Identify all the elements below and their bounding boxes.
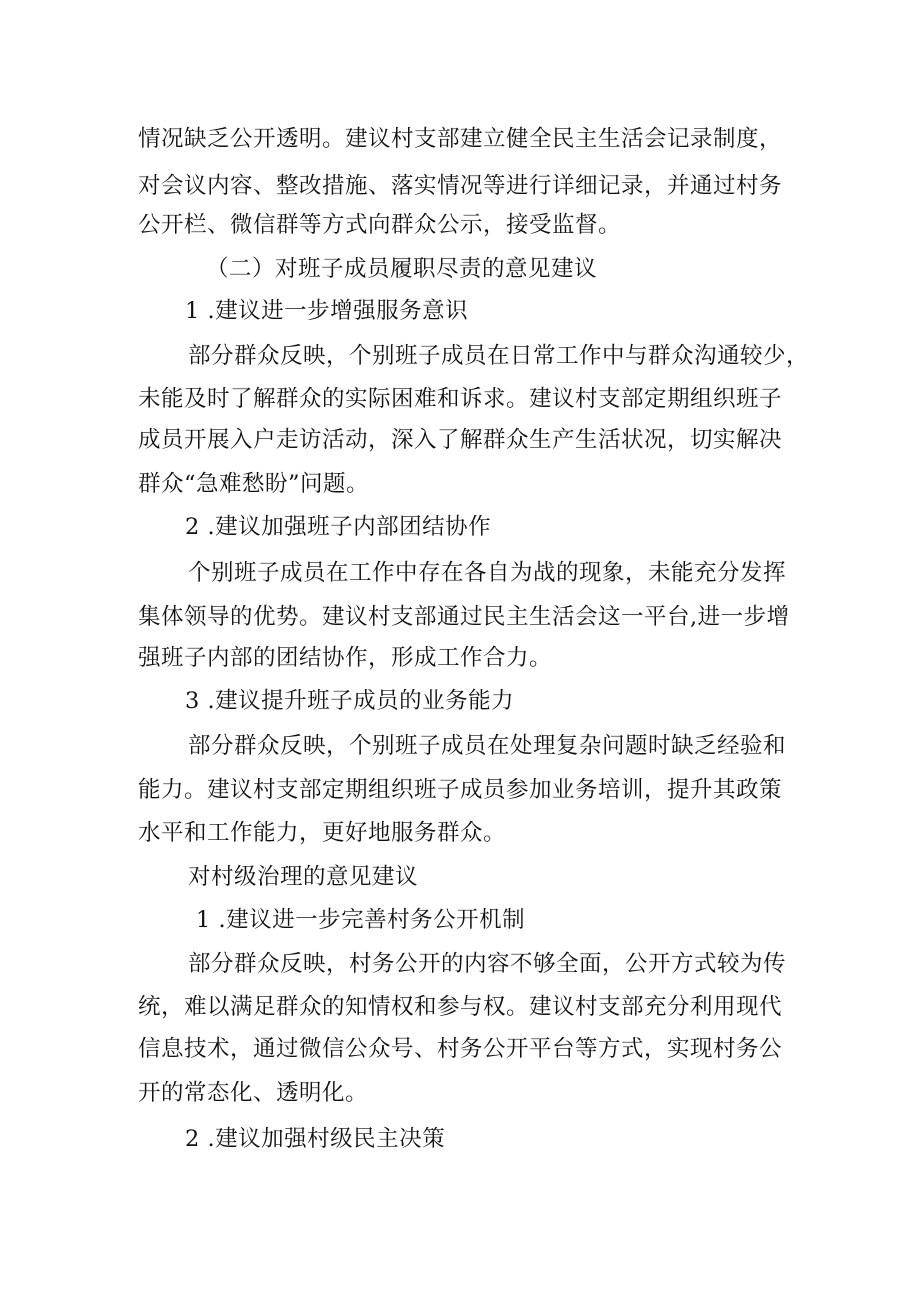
paragraph-line: 强班子内部的团结协作，形成工作合力。 (138, 645, 553, 671)
paragraph-line: 部分群众反映，村务公开的内容不够全面，公开方式较为传 (188, 951, 787, 977)
paragraph-line: 集体领导的优势。建议村支部通过民主生活会这一平台,进一步增 (138, 604, 790, 630)
paragraph-line: 个别班子成员在工作中存在各自为战的现象，未能充分发挥 (188, 560, 787, 586)
paragraph-line: 群众“急难愁盼”问题。 (138, 471, 370, 497)
paragraph-line: 未能及时了解群众的实际困难和诉求。建议村支部定期组织班子 (138, 386, 783, 412)
subheading: 3 .建议提升班子成员的业务能力 (185, 688, 515, 714)
paragraph-line: 能力。建议村支部定期组织班子成员参加业务培训，提升其政策 (138, 777, 783, 803)
paragraph-line: 公开栏、微信群等方式向群众公示，接受监督。 (138, 212, 622, 238)
subheading: 1 .建议进一步完善村务公开机制 (196, 907, 526, 933)
section-heading: （二）对班子成员履职尽责的意见建议 (206, 256, 598, 282)
paragraph-line: 对会议内容、整改措施、落实情况等进行详细记录，并通过村务 (138, 173, 783, 199)
subheading: 2 .建议加强村级民主决策 (185, 1126, 446, 1152)
paragraph-line: 成员开展入户走访活动，深入了解群众生产生活状况，切实解决 (138, 427, 783, 453)
paragraph-line: 水平和工作能力，更好地服务群众。 (138, 820, 507, 846)
subheading: 2 .建议加强班子内部团结协作 (185, 514, 492, 540)
paragraph-line: 统，难以满足群众的知情权和参与权。建议村支部充分利用现代 (138, 994, 783, 1020)
paragraph-line: 开的常态化、透明化。 (138, 1080, 369, 1106)
paragraph-line: 部分群众反映，个别班子成员在日常工作中与群众沟通较少， (188, 343, 810, 369)
paragraph-line: 情况缺乏公开透明。建议村支部建立健全民主生活会记录制度， (138, 126, 783, 152)
paragraph-line: 部分群众反映，个别班子成员在处理复杂问题时缺乏经验和 (188, 733, 787, 759)
section-heading: 对村级治理的意见建议 (188, 864, 419, 890)
subheading: 1 .建议进一步增强服务意识 (185, 298, 469, 324)
paragraph-line: 信息技术，通过微信公众号、村务公开平台等方式，实现村务公 (138, 1036, 783, 1062)
